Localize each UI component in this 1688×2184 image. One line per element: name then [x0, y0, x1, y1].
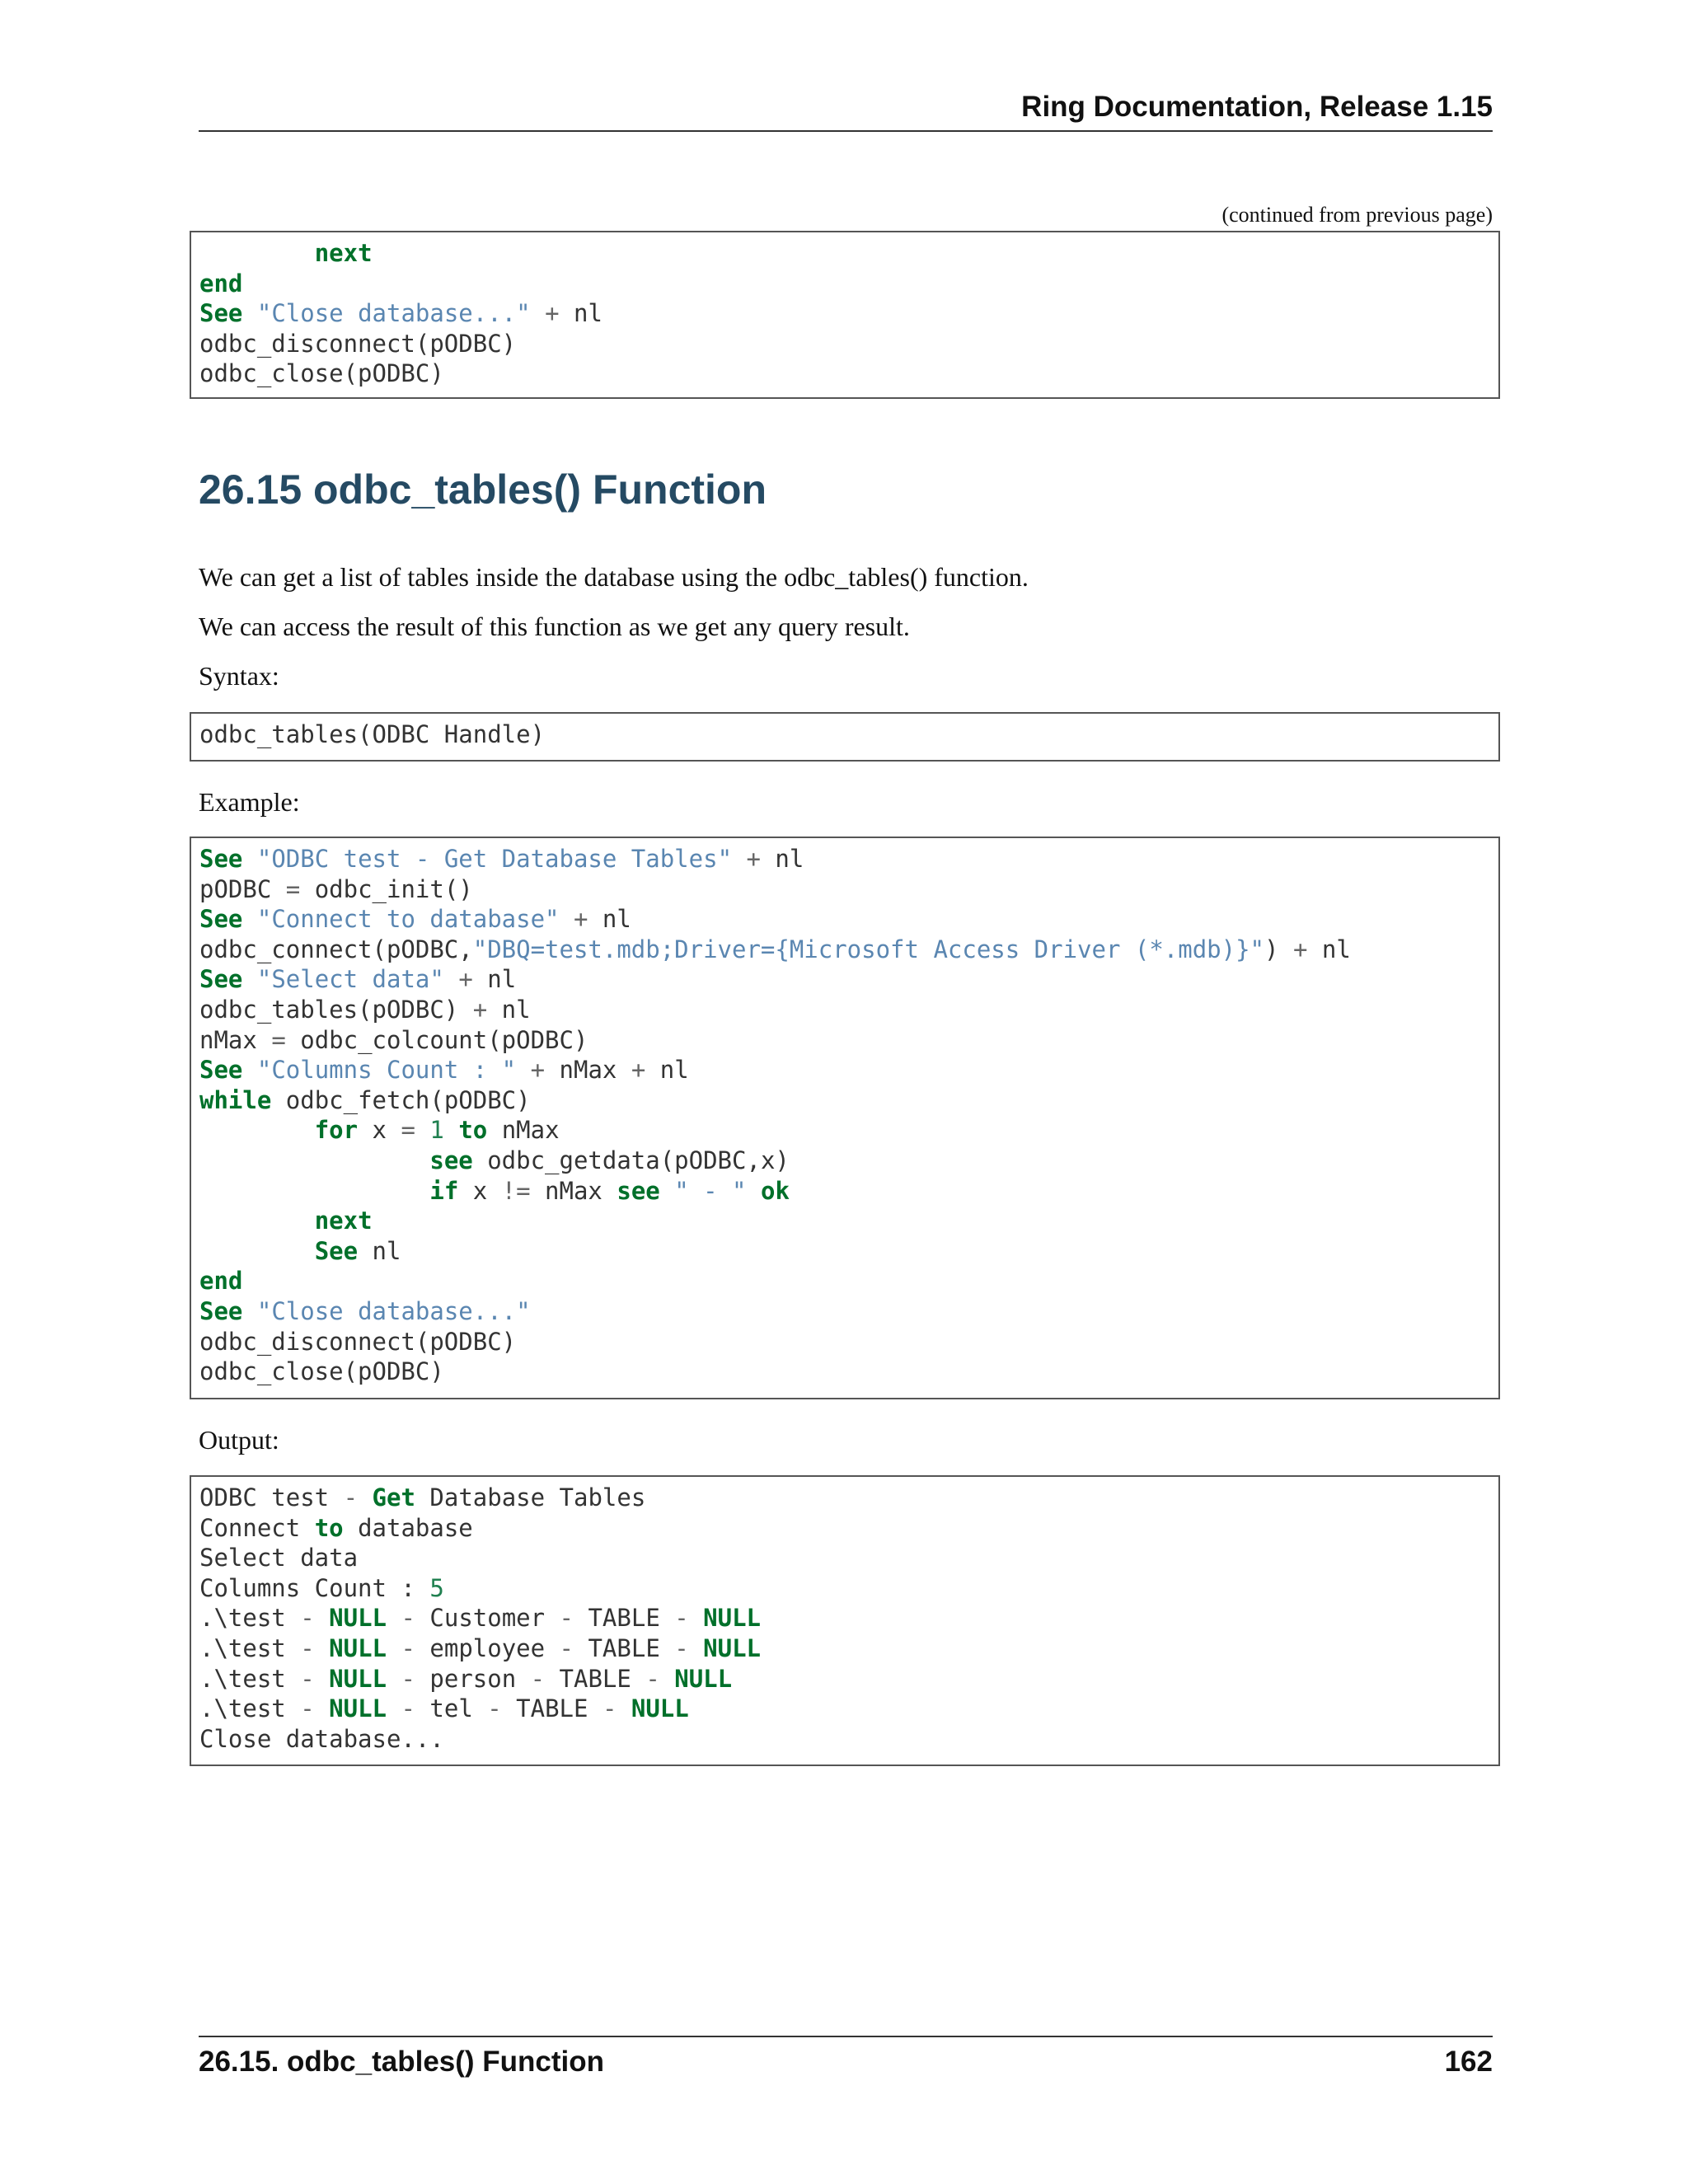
- code-text: [315, 1634, 329, 1662]
- code-text: [387, 1604, 401, 1632]
- code-text: odbc_disconnect(pODBC): [199, 329, 517, 358]
- code-keyword: NULL: [674, 1664, 733, 1693]
- code-operator: -: [674, 1604, 689, 1633]
- code-operator: -: [300, 1604, 315, 1633]
- code-keyword: see: [617, 1176, 660, 1205]
- code-text: .\test: [199, 1604, 301, 1633]
- code-operator: -: [300, 1694, 315, 1723]
- code-text: odbc_tables(pODBC): [199, 995, 473, 1024]
- code-text: [617, 1694, 631, 1722]
- code-keyword: See: [199, 965, 243, 994]
- code-block-example: [190, 837, 1500, 1399]
- code-text: [732, 845, 746, 873]
- code-keyword: if: [429, 1176, 459, 1205]
- code-keyword: NULL: [631, 1694, 689, 1723]
- code-text: nMax: [199, 1025, 272, 1054]
- code-text: Select data: [199, 1544, 359, 1572]
- code-text: Connect: [199, 1513, 315, 1542]
- code-operator: +: [1292, 935, 1308, 963]
- code-operator: !=: [501, 1176, 531, 1205]
- code-text: odbc_close(pODBC): [199, 359, 444, 388]
- code-text: nl: [559, 299, 603, 328]
- code-keyword: See: [199, 905, 243, 934]
- code-content: [191, 232, 1498, 389]
- code-text: TABLE: [545, 1664, 646, 1693]
- code-keyword: NULL: [703, 1604, 762, 1633]
- code-text: ): [1264, 935, 1293, 963]
- code-operator: -: [487, 1694, 502, 1723]
- code-text: .\test: [199, 1664, 301, 1693]
- code-line: [199, 1357, 444, 1385]
- code-operator: +: [530, 1056, 546, 1085]
- code-text: [242, 965, 256, 993]
- code-keyword: for: [314, 1116, 359, 1145]
- code-keyword: See: [199, 1296, 243, 1325]
- code-text: tel: [415, 1694, 488, 1723]
- code-operator: +: [458, 965, 473, 994]
- code-keyword: See: [199, 1056, 243, 1085]
- code-operator: -: [674, 1633, 689, 1662]
- code-operator: +: [472, 995, 488, 1024]
- code-text: person: [415, 1664, 531, 1693]
- code-operator: -: [645, 1664, 660, 1693]
- code-text: [387, 1694, 401, 1722]
- code-string: "DBQ=test.mdb;Driver={Microsoft Access Driver (*.mdb)}": [472, 935, 1265, 963]
- code-text: odbc_close(pODBC): [199, 1357, 444, 1386]
- code-text: [444, 1116, 458, 1144]
- code-text: [242, 1056, 256, 1084]
- code-string: "Close database...": [256, 299, 531, 328]
- code-text: [242, 299, 256, 327]
- code-text: odbc_disconnect(pODBC): [199, 1327, 517, 1356]
- code-operator: -: [559, 1633, 574, 1662]
- code-text: x: [358, 1116, 401, 1145]
- code-line: [199, 1725, 444, 1753]
- code-operator: -: [401, 1604, 415, 1633]
- code-line: [199, 845, 804, 873]
- code-text: ODBC test: [199, 1483, 344, 1511]
- code-text: nl: [760, 845, 804, 873]
- code-text: odbc_fetch(pODBC): [271, 1085, 531, 1114]
- code-line: [199, 1177, 790, 1205]
- code-line: [199, 996, 531, 1024]
- code-operator: -: [401, 1694, 415, 1723]
- code-text: [747, 1177, 761, 1205]
- code-line: [199, 965, 516, 993]
- document-title: Ring Documentation, Release 1.15: [1021, 91, 1493, 123]
- code-text: database: [343, 1513, 473, 1542]
- code-number: 5: [429, 1573, 444, 1602]
- code-string: "ODBC test - Get Database Tables": [256, 845, 733, 873]
- code-operator: -: [300, 1633, 315, 1662]
- code-text: pODBC: [199, 874, 286, 903]
- code-keyword: NULL: [329, 1664, 387, 1693]
- footer-section-title: 26.15. odbc_tables() Function: [199, 2046, 605, 2078]
- code-keyword: See: [199, 299, 243, 328]
- code-text: [387, 1634, 401, 1662]
- code-block-output: [190, 1475, 1500, 1766]
- code-text: nl: [588, 905, 631, 934]
- code-text: nl: [1307, 935, 1351, 963]
- page-footer: [199, 2036, 1493, 2087]
- code-keyword: see: [429, 1146, 473, 1174]
- code-line: [199, 239, 373, 267]
- code-text: [560, 905, 574, 933]
- code-operator: +: [545, 299, 560, 328]
- continued-note: (continued from previous page): [1221, 203, 1493, 227]
- code-keyword: See: [314, 1236, 359, 1265]
- code-content: [191, 1477, 1498, 1754]
- code-line: [199, 1328, 516, 1356]
- code-string: " - ": [674, 1176, 747, 1205]
- code-text: [199, 239, 315, 267]
- code-keyword: end: [199, 1267, 243, 1296]
- code-text: [689, 1634, 703, 1662]
- code-operator: =: [285, 874, 301, 903]
- code-line: [199, 269, 242, 298]
- code-text: nl: [358, 1236, 401, 1265]
- code-line: [199, 1026, 588, 1054]
- code-block-syntax: [190, 712, 1500, 762]
- code-text: nl: [645, 1056, 689, 1085]
- code-operator: -: [300, 1664, 315, 1693]
- code-text: nl: [472, 965, 517, 994]
- code-text: .\test: [199, 1633, 301, 1662]
- code-line: [199, 1146, 790, 1174]
- code-text: .\test: [199, 1694, 301, 1723]
- code-operator: =: [271, 1025, 286, 1054]
- code-text: TABLE: [574, 1604, 675, 1633]
- code-text: employee: [415, 1633, 560, 1662]
- page-number: 162: [1444, 2046, 1493, 2078]
- code-text: [242, 1297, 256, 1325]
- code-content: [191, 838, 1498, 1387]
- code-operator: =: [401, 1116, 415, 1145]
- code-text: odbc_connect(pODBC,: [199, 935, 473, 963]
- code-line: [199, 1116, 560, 1144]
- example-label: Example:: [199, 787, 300, 817]
- code-block-continued: [190, 231, 1500, 399]
- code-keyword: end: [199, 269, 243, 298]
- code-text: nMax: [530, 1176, 617, 1205]
- code-text: [199, 1207, 315, 1235]
- code-text: odbc_tables(ODBC Handle): [199, 720, 546, 748]
- code-keyword: NULL: [329, 1633, 387, 1662]
- code-keyword: next: [314, 239, 373, 267]
- code-keyword: ok: [761, 1176, 790, 1205]
- code-operator: +: [631, 1056, 646, 1085]
- code-line: [199, 1297, 531, 1325]
- code-text: TABLE: [574, 1633, 675, 1662]
- code-text: odbc_init(): [300, 874, 473, 903]
- code-text: [199, 1177, 429, 1205]
- code-keyword: NULL: [329, 1694, 387, 1723]
- code-line: [199, 1267, 242, 1295]
- code-text: [660, 1665, 674, 1693]
- section-title: 26.15 odbc_tables() Function: [199, 466, 767, 513]
- code-string: "Columns Count : ": [256, 1056, 517, 1085]
- code-text: [315, 1694, 329, 1722]
- code-line: [199, 935, 1351, 963]
- code-text: [660, 1177, 674, 1205]
- code-keyword: Get: [372, 1483, 415, 1511]
- code-operator: -: [343, 1483, 359, 1511]
- code-text: odbc_getdata(pODBC,x): [472, 1146, 790, 1174]
- code-line: [199, 875, 473, 903]
- code-keyword: to: [458, 1116, 488, 1145]
- code-text: [242, 845, 256, 873]
- code-text: nMax: [545, 1056, 631, 1085]
- code-text: [315, 1665, 329, 1693]
- code-content: [191, 714, 1498, 750]
- code-text: nl: [487, 995, 531, 1024]
- code-line: [199, 1634, 761, 1662]
- code-text: [242, 905, 256, 933]
- output-label: Output:: [199, 1425, 279, 1455]
- code-text: [444, 965, 458, 993]
- code-line: [199, 1086, 531, 1114]
- code-line: [199, 1604, 761, 1632]
- code-line: [199, 720, 545, 748]
- paragraph-result: We can access the result of this function as we get any query result.: [199, 612, 910, 641]
- code-keyword: NULL: [703, 1633, 762, 1662]
- code-text: [387, 1665, 401, 1693]
- code-text: Database Tables: [415, 1483, 646, 1511]
- code-text: x: [458, 1176, 502, 1205]
- code-line: [199, 1694, 689, 1722]
- code-line: [199, 905, 631, 933]
- code-keyword: next: [314, 1207, 373, 1235]
- code-text: Columns Count :: [199, 1573, 430, 1602]
- code-number: 1: [429, 1116, 444, 1145]
- code-text: [315, 1604, 329, 1632]
- code-keyword: while: [199, 1085, 272, 1114]
- page-header: [199, 91, 1493, 132]
- code-text: [199, 1116, 315, 1144]
- paragraph-intro: We can get a list of tables inside the database using the odbc_tables() function.: [199, 562, 1029, 592]
- code-operator: -: [530, 1664, 546, 1693]
- code-line: [199, 1574, 444, 1602]
- code-text: [415, 1116, 429, 1144]
- code-text: [516, 1056, 530, 1084]
- code-string: "Select data": [256, 965, 444, 994]
- code-line: [199, 330, 516, 358]
- code-operator: -: [559, 1604, 574, 1633]
- code-text: Customer: [415, 1604, 560, 1633]
- code-operator: +: [746, 845, 761, 873]
- code-keyword: to: [314, 1513, 344, 1542]
- code-line: [199, 1514, 473, 1542]
- code-text: TABLE: [501, 1694, 603, 1723]
- code-string: "Connect to database": [256, 905, 560, 934]
- syntax-label: Syntax:: [199, 661, 279, 691]
- code-operator: +: [573, 905, 588, 934]
- code-text: [358, 1483, 372, 1511]
- code-line: [199, 1056, 689, 1084]
- code-text: [689, 1604, 703, 1632]
- code-text: [199, 1237, 315, 1265]
- code-line: [199, 1237, 401, 1265]
- code-line: [199, 359, 444, 387]
- code-line: [199, 299, 603, 327]
- code-line: [199, 1665, 732, 1693]
- code-text: odbc_colcount(pODBC): [285, 1025, 588, 1054]
- code-keyword: NULL: [329, 1604, 387, 1633]
- code-line: [199, 1483, 645, 1511]
- code-line: [199, 1207, 373, 1235]
- code-text: nMax: [487, 1116, 560, 1145]
- code-string: "Close database...": [256, 1296, 531, 1325]
- code-text: [531, 299, 545, 327]
- code-keyword: See: [199, 845, 243, 873]
- code-operator: -: [401, 1664, 415, 1693]
- code-text: [199, 1146, 429, 1174]
- code-line: [199, 1544, 358, 1572]
- code-operator: -: [602, 1694, 617, 1723]
- code-text: Close database...: [199, 1724, 444, 1753]
- code-operator: -: [401, 1633, 415, 1662]
